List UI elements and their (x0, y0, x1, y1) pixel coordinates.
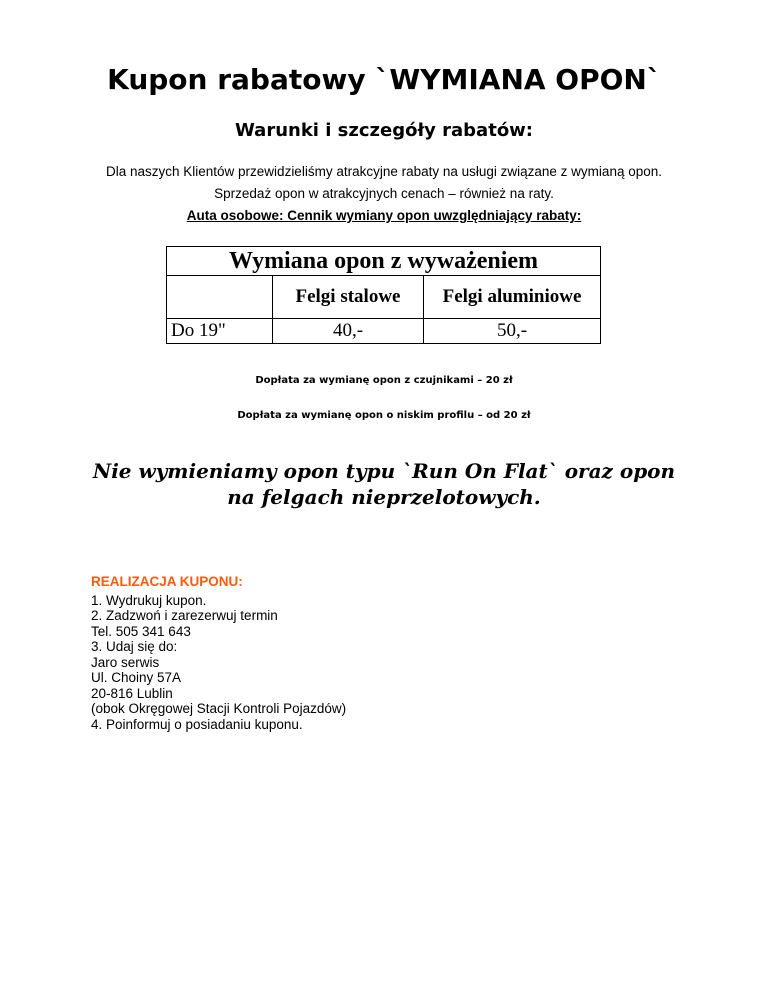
warning-line-2: na felgach nieprzelotowych. (227, 485, 541, 509)
table-header-row (167, 247, 601, 276)
realization-step: 1. Wydrukuj kupon. (91, 592, 207, 608)
coupon-title: Kupon rabatowy `WYMIANA OPON` (107, 63, 661, 96)
realization-step: 2. Zadzwoń i zarezerwuj termin (91, 608, 278, 623)
price-steel-cell: 40,- (273, 319, 424, 344)
address-street: Ul. Choiny 57A (91, 670, 182, 685)
row-size-cell: Do 19" (167, 319, 273, 344)
conditions-subtitle: Warunki i szczegóły rabatów: (234, 120, 534, 141)
price-table (166, 246, 601, 344)
table-row (167, 319, 601, 344)
column-header-empty (167, 276, 273, 319)
realization-step: 3. Udaj się do: (91, 639, 178, 654)
address-note: (obok Okręgowej Stacji Kontroli Pojazdów) (91, 701, 347, 716)
business-name: Jaro serwis (91, 654, 160, 670)
column-header-steel: Felgi stalowe (273, 276, 424, 319)
intro-text-2: Sprzedaż opon w atrakcyjnych cenach – również na raty. (214, 186, 554, 201)
table-header: Wymiana opon z wyważeniem (167, 247, 601, 276)
intro-text-1: Dla naszych Klientów przewidzieliśmy atrakcyjne rabaty na usługi związane z wymianą opon. (105, 164, 662, 179)
address-city: 20-816 Lublin (91, 685, 173, 701)
realization-section (91, 574, 346, 732)
realization-step: 4. Poinformuj o posiadaniu kuponu. (91, 716, 303, 732)
pricing-heading: Auta osobowe: Cennik wymiany opon uwzględniający rabaty: (186, 208, 582, 223)
column-header-aluminium: Felgi aluminiowe (424, 276, 601, 319)
surcharge-low-profile: Dopłata za wymianę opon o niskim profilu – od 20 zł (237, 410, 531, 421)
table-columns-row (167, 276, 601, 319)
phone-number: Tel. 505 341 643 (91, 623, 191, 639)
realization-title: REALIZACJA KUPONU: (91, 574, 243, 589)
price-aluminium-cell: 50,- (424, 319, 601, 344)
warning-line-1: Nie wymieniamy opon typu `Run On Flat` oraz opon (92, 459, 676, 483)
surcharge-sensors: Dopłata za wymianę opon z czujnikami – 20 zł (255, 375, 513, 386)
warning-text (0, 458, 768, 510)
